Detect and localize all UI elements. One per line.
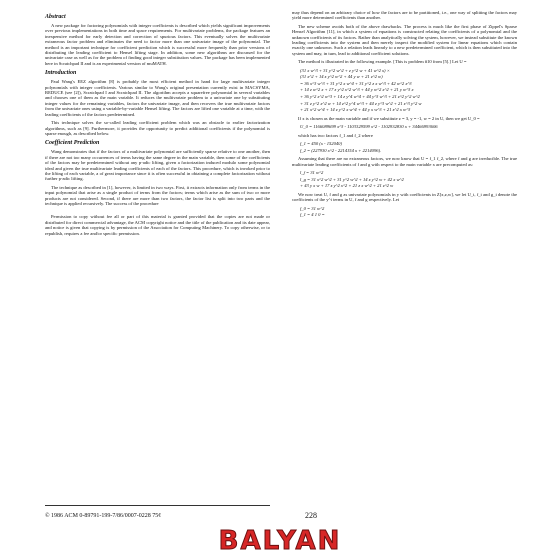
left-column <box>45 10 270 239</box>
abstract-text: A new package for factoring polynomials with integer coefficients is described which yields significant improvements over previous implementations in both time and space requirements. For multivariate problems, the package features an inexpensive method for early detection and correction of spurious factors. This eventually solves the multivariate extraneous factor problem and eliminates the need to factor more than one univariate image of the polynomial. The method is an important technique for coefficient prediction which is successful more frequently than prior versions of distributing the leading coefficient to Hensel lifting stage. In addition, some new algorithms are discussed for the univariate case as well as for the problem of finding good integer substitution values. The package has been implemented here in Scratchpad II and is an experimental version of muMATH. <box>45 23 270 66</box>
coefficient-prediction-paragraph-1: Wang demonstrates that if the factors of a multivariate polynomial are sufficiently sparse relative to one another, then if there are not too many occurrences of terms having the same degree in the main variable, then some of the coefficients of the factors may be predetermined without any p-adic lifting, given a factorization induced modulo some polynomial ideal and given the true multivariate leading coefficients of each of the factors. This procedure, which is invoked prior to the lifting of each variable, a of great importance since it is often successful in obtaining a complete factorization without further p-adic lifting. <box>45 149 270 182</box>
equation-line: + 36 y^2 x^2 w^3 + 14 z y^4 w^4 + 44 y^3 w^3 + 21 z^2 y^2 w^2 <box>300 94 420 100</box>
coefficient-prediction-paragraph-2: The technique as described in [1], however, is limited in two ways. First, it extracts information only from terms in the input polynomial that arise as a single product of terms from the factors; terms which arise as the sum of two or more products are not considered. Second, if there are more than two factors, the factor list is split into two parts and the technique is applied recursively. The success of the procedure <box>45 184 270 206</box>
equation-line: f_1 = 4 1 0 = <box>300 212 325 218</box>
equation-leading-coefficients-block <box>292 170 517 189</box>
equation-line: + 43 y x w + 17 z y^2 x^2 + 21 z x w^2 + 21 z^2 w <box>300 183 394 189</box>
equation-line: (31 x w^3 + 31 y^2 w^2 + z y^2 w + 41 w^2 x) × <box>300 67 390 73</box>
page-number: 228 <box>305 511 317 520</box>
right-paragraph-3: The method is illustrated in the following example. [This is problem #10 from [5].] Let U = <box>298 59 467 65</box>
right-paragraph-7: We now treat U, f and g as univariate polynomials in y with coefficients in Z[x,z,w], we let U_i, f_i and g_i denote the coefficients of the y^i terms in U, f and g respectively. Let <box>292 192 517 203</box>
introduction-paragraph-2: This technique solves the so-called leading coefficient problem which was an obstacle to earlier factorization algorithms, such as [9]. Furthermore, it provides the opportunity to predict additional coefficients if the polynomial is sparse enough, as described below. <box>45 120 270 136</box>
introduction-paragraph-1: Paul Wang's EEZ algorithm [8] is probably the most efficient method in hand for large multivariate integer polynomials with integer coefficients. Various similar to Wang's original presentation currently exist in MACSYMA, REDUCE (see [2]), Scratchpad I and Scratchpad II. The algorithm accepts a squarefree polynomial in several variables and chooses one of them as the main variable. It reduces the multivariate problem to a univariate one by substituting integer values for the remaining variables, factors the univariate image, and then recovers the true multivariate factors from the univariate ones using a variable-by-variable Hensel lifting. The factors are lifted one variable at a time, with the leading coefficients of the factors predetermined. <box>45 79 270 117</box>
footnote-divider <box>45 505 270 506</box>
equation-factors-block <box>292 141 517 153</box>
equation-line: l_f = 31 w^2 <box>300 170 324 176</box>
equation-line: + 14 z w^2 x + 17 z y^2 x^2 w^3 + 44 y w^2 x^2 + 21 y w^3 x <box>300 87 414 93</box>
equation-line: f_2 = (227930 x^2 - 2214154 x + 2214096). <box>300 147 382 153</box>
right-paragraph-6: Assuming that there are no extraneous factors, we now know that U = f_1 f_2, where f and g are irreducible. The true multivariate leading coefficients of f and g with respect to the main variable x are precomputed as: <box>292 156 517 167</box>
coefficient-prediction-heading: Coefficient Prediction <box>45 140 100 147</box>
equation-line: f_0 = 31 w^2 <box>300 205 325 211</box>
right-paragraph-4: If x is chosen as the main variable and if we substitute z = 3, y = -1, w = 2 in U, then we get U_0 = <box>298 115 480 121</box>
right-paragraph-1: may thus depend on an arbitrary choice of how the factors are to be partitioned, i.e., one way of splitting the factors may yield more determined coefficients than another. <box>292 10 517 21</box>
right-paragraph-5: which has two factors f_1 and f_2 where <box>298 132 373 138</box>
equation-line: f_1 = 450 (x - 152040) <box>300 141 343 147</box>
copyright-permission-note: Permission to copy without fee all or part of this material is granted provided that the copies are not made or distributed for direct commercial advantage, the ACM copyright notice and the title of the publication and its date appear, and notice is given that copying is by permission of the Association for Computing Machinery. To copy otherwise, or to republish, requires a fee and/or specific permission. <box>45 214 270 236</box>
abstract-heading: Abstract <box>45 14 66 20</box>
equation-final-block <box>292 206 517 218</box>
equation-line: + 21 x^2 w^4 + 14 z y^2 x w^4 + 44 y x w^3 + 21 z^2 x w^3 <box>300 107 411 113</box>
equation-line: (31 x^2 + 14 z y^2 w^2 + 44 y w + 21 z^2 w) <box>300 74 383 80</box>
copyright-line: © 1986 ACM 0-89791-199-7/86/0007-0228 75¢ <box>45 513 162 519</box>
right-paragraph-2: The new scheme avoids both of the above drawbacks. The process is much like the first phase of Zippel's Sparse Hensel Algorithm [11], in which a system of equations is constructed relating the coefficients of a polynomial and the unknown coefficients of its factors. Rather than analytically solving the system, however, we instead substitute the known leading coefficients into the system and then merely inspect the modified system for linear equations which contain exactly one unknown. Such a relation leads linearly to a new predetermined coefficient, which is then substituted into the system and may, in turn, lead to additional coefficient solutions. <box>292 23 517 56</box>
watermark-logo: BALYAN <box>218 526 342 556</box>
equation-line: l_g = 31 x^2 w^2 + 31 y^2 w^2 + 14 z y^2 w + 42 x w^2 <box>300 176 404 182</box>
equation-u0: U_0 = 1166089699 x^3 - 1103329599 x^2 - 1102932830 x + 34466993606 <box>300 124 438 130</box>
right-column <box>292 10 517 221</box>
equation-line: + 31 z y^2 x^2 w + 14 z^2 y^4 w^3 + 44 z y^3 w^2 + 21 z^3 y^2 w <box>300 100 422 106</box>
introduction-heading: Introduction <box>45 70 77 77</box>
equation-line: = 36 x^3 w^3 + 31 y^2 x w^4 + 31 y^2 z x w^3 + 42 w^2 x^3 <box>300 80 412 86</box>
equation-u-block <box>292 68 517 113</box>
